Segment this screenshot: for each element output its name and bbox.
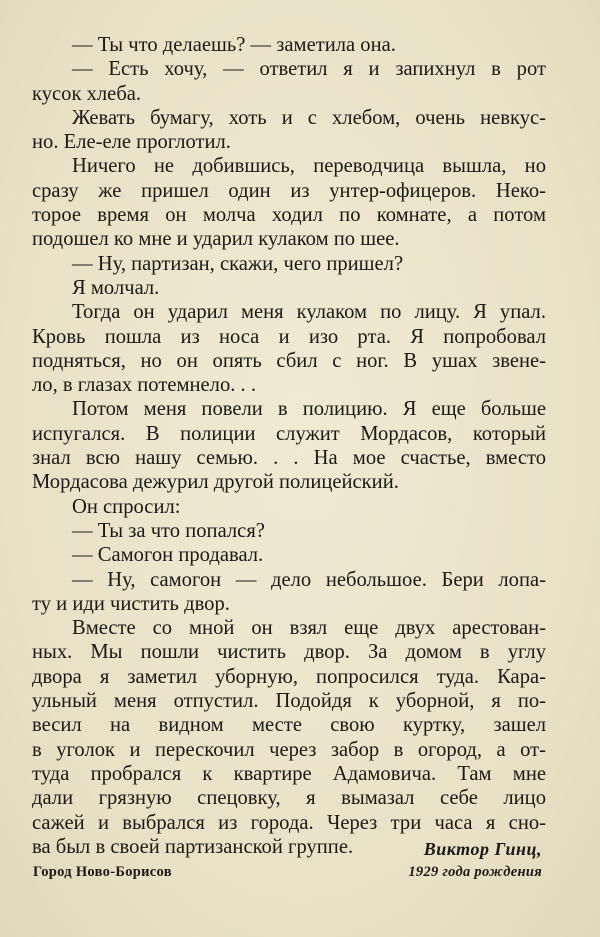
text-line: Кровь пошла из носа и изо рта. Я попробовал	[32, 325, 546, 348]
text-line: двора я заметил уборную, попросился туда. Кара-	[32, 665, 546, 688]
text-line: Он спросил:	[72, 495, 181, 518]
text-line: но. Еле-еле проглотил.	[32, 131, 231, 154]
text-line: весил на видном месте свою куртку, зашел	[32, 714, 546, 737]
text-line: — Ты что делаешь? — заметила она.	[72, 34, 396, 56]
text-line: туда пробрался к квартире Адамовича. Там мне	[32, 762, 546, 785]
text-line: — Ну, самогон — дело небольшое. Бери лопа-	[72, 568, 546, 591]
text-line: испугался. В полиции служит Мордасов, который	[32, 422, 546, 445]
text-line: Тогда он ударил меня кулаком по лицу. Я упал.	[72, 301, 546, 324]
text-line: Я молчал.	[72, 276, 160, 299]
signature-footer	[33, 864, 542, 881]
text-line: в уголок и перескочил через забор в огород, а от-	[32, 738, 546, 761]
text-line: ных. Мы пошли чистить двор. За домом в углу	[32, 641, 546, 664]
text-line: сажей и выбрался из города. Через три часа я сно-	[32, 811, 546, 834]
text-line: — Ты за что попался?	[72, 519, 265, 542]
text-line: кусок хлеба.	[32, 82, 142, 105]
text-line: Вместе со мной он взял еще двух арестован-	[72, 617, 546, 640]
text-line: Потом меня повели в полицию. Я еще больше	[72, 398, 546, 421]
text-line: ульный меня отпустил. Подойдя к уборной, я по-	[32, 690, 546, 713]
text-line: подошел ко мне и ударил кулаком по шее.	[32, 228, 400, 251]
text-line: — Самогон продавал.	[72, 544, 264, 567]
text-line: Ничего не добившись, переводчица вышла, но	[72, 155, 546, 178]
text-line: знал всю нашу семью. . . На мое счастье, вместо	[32, 447, 546, 470]
text-line: — Ну, партизан, скажи, чего пришел?	[72, 252, 404, 275]
text-line: торое время он молча ходил по комнате, а потом	[32, 204, 546, 227]
author-signature: Виктор Гинц,	[423, 839, 542, 859]
text-line: ту и иди чистить двор.	[32, 592, 230, 615]
story-text	[32, 33, 546, 859]
author-city: Город Ново-Борисов	[33, 864, 172, 880]
text-line: Жевать бумагу, хоть и с хлебом, очень невкус-	[72, 106, 546, 129]
text-line: дали грязную спецовку, я вымазал себе лицо	[32, 787, 546, 810]
author-birth-year: 1929 года рождения	[408, 864, 542, 880]
text-line: сразу же пришел один из унтер-офицеров. Неко-	[32, 179, 546, 202]
text-line: Мордасова дежурил другой полицейский.	[32, 471, 399, 494]
text-line: — Есть хочу, — ответил я и запихнул в рот	[72, 58, 546, 81]
text-line: ло, в глазах потемнело. . .	[32, 374, 256, 397]
text-line: подняться, но он опять сбил с ног. В ушах звене-	[32, 349, 546, 372]
text-line: ва был в своей партизанской группе.	[32, 835, 354, 858]
